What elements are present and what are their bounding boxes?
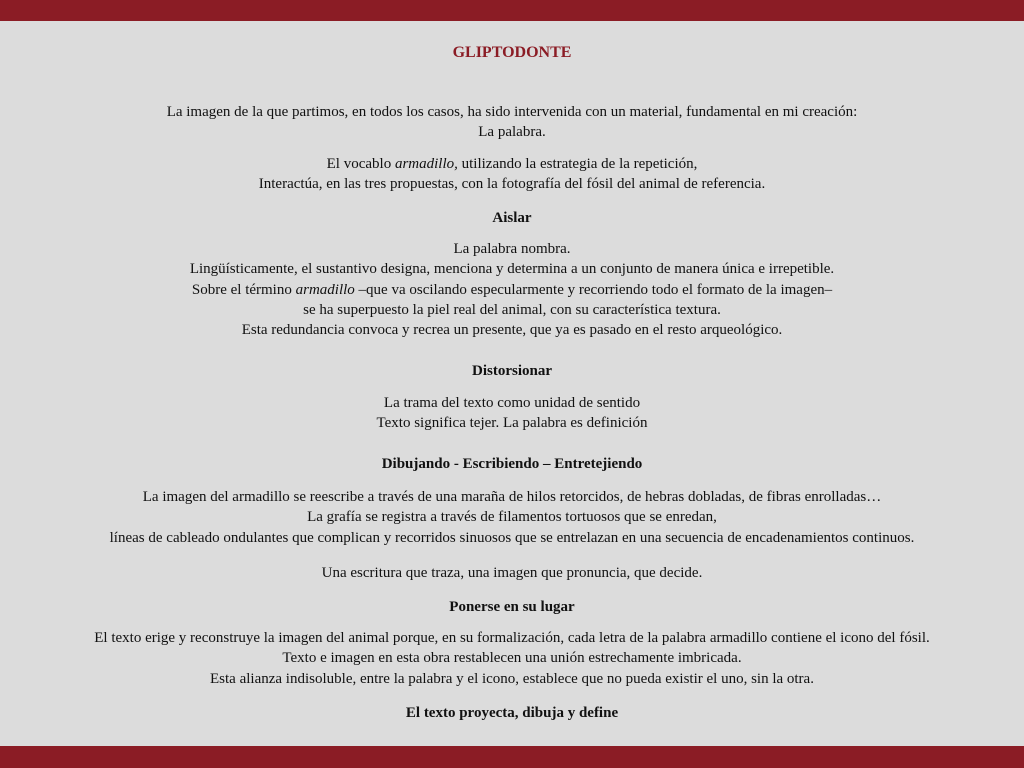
vocablo-italic-term: armadillo, [394, 156, 458, 172]
bottom-bar [0, 746, 1024, 768]
ponerse-line-1: El texto erige y reconstruye la imagen del animal porque, en su formalización, cada letra de la palabra armadillo contiene el icono del fósil. [94, 630, 930, 646]
ponerse-heading: Ponerse en su lugar [449, 599, 575, 615]
aislar-line-5: Esta redundancia convoca y recrea un presente, que ya es pasado en el resto arqueológico. [241, 322, 783, 339]
aislar-line-4: se ha superpuesto la piel real del animal, con su característica textura. [303, 301, 721, 318]
vocablo-paragraph [0, 154, 1024, 195]
aislar-italic-term: armadillo [295, 281, 355, 298]
vocablo-text-1: El vocablo [326, 156, 395, 172]
dibujando-line-1: La imagen del armadillo se reescribe a través de una maraña de hilos retorcidos, de hebras dobladas, de fibras enrolladas… [142, 489, 882, 505]
distorsionar-line-2: Texto significa tejer. La palabra es definición [376, 415, 648, 432]
aislar-paragraph [0, 239, 1024, 340]
distorsionar-paragraph [0, 393, 1024, 434]
slide-content [0, 21, 1024, 746]
dibujando-line-2: La grafía se registra a través de filamentos tortuosos que se enredan, [307, 509, 717, 526]
ponerse-paragraph [0, 628, 1024, 689]
intro-line-2: La palabra. [478, 124, 546, 141]
aislar-text-1: Sobre el término [191, 281, 296, 298]
dibujando-line-3: líneas de cableado ondulantes que complican y recorridos sinuosos que se entrelazan en una secuencia de encadenamientos continuos. [109, 529, 915, 546]
vocablo-line-2: Interactúa, en las tres propuestas, con la fotografía del fósil del animal de referencia. [258, 176, 766, 193]
vocablo-text-2: utilizando la estrategia de la repetición, [457, 156, 698, 172]
aislar-line-1: La palabra nombra. [453, 241, 571, 257]
distorsionar-heading: Distorsionar [472, 363, 552, 379]
vocablo-line-1 [0, 154, 1024, 174]
ponerse-line-2: Texto e imagen en esta obra restablecen una unión estrechamente imbricada. [282, 650, 742, 667]
intro-line-1: La imagen de la que partimos, en todos los casos, ha sido intervenida con un material, fundamental en mi creación: [166, 104, 858, 120]
aislar-heading: Aislar [492, 210, 532, 226]
escritura-line: Una escritura que traza, una imagen que pronuncia, que decide. [321, 565, 703, 581]
aislar-line-2: Lingüísticamente, el sustantivo designa, menciona y determina a un conjunto de manera única e irrepetible. [189, 261, 835, 278]
dibujando-heading: Dibujando - Escribiendo – Entretejiendo [381, 456, 643, 472]
dibujando-paragraph [0, 487, 1024, 548]
ponerse-line-3: Esta alianza indisoluble, entre la palabra y el icono, establece que no pueda existir el uno, sin la otra. [210, 670, 814, 687]
aislar-line-3 [0, 280, 1024, 300]
page-title: GLIPTODONTE [452, 44, 572, 61]
distorsionar-line-1: La trama del texto como unidad de sentido [383, 395, 641, 411]
intro-paragraph [0, 102, 1024, 143]
aislar-text-2: –que va oscilando especularmente y recorriendo todo el formato de la imagen– [354, 281, 833, 298]
top-bar [0, 0, 1024, 21]
closing-statement: El texto proyecta, dibuja y define [405, 705, 619, 721]
